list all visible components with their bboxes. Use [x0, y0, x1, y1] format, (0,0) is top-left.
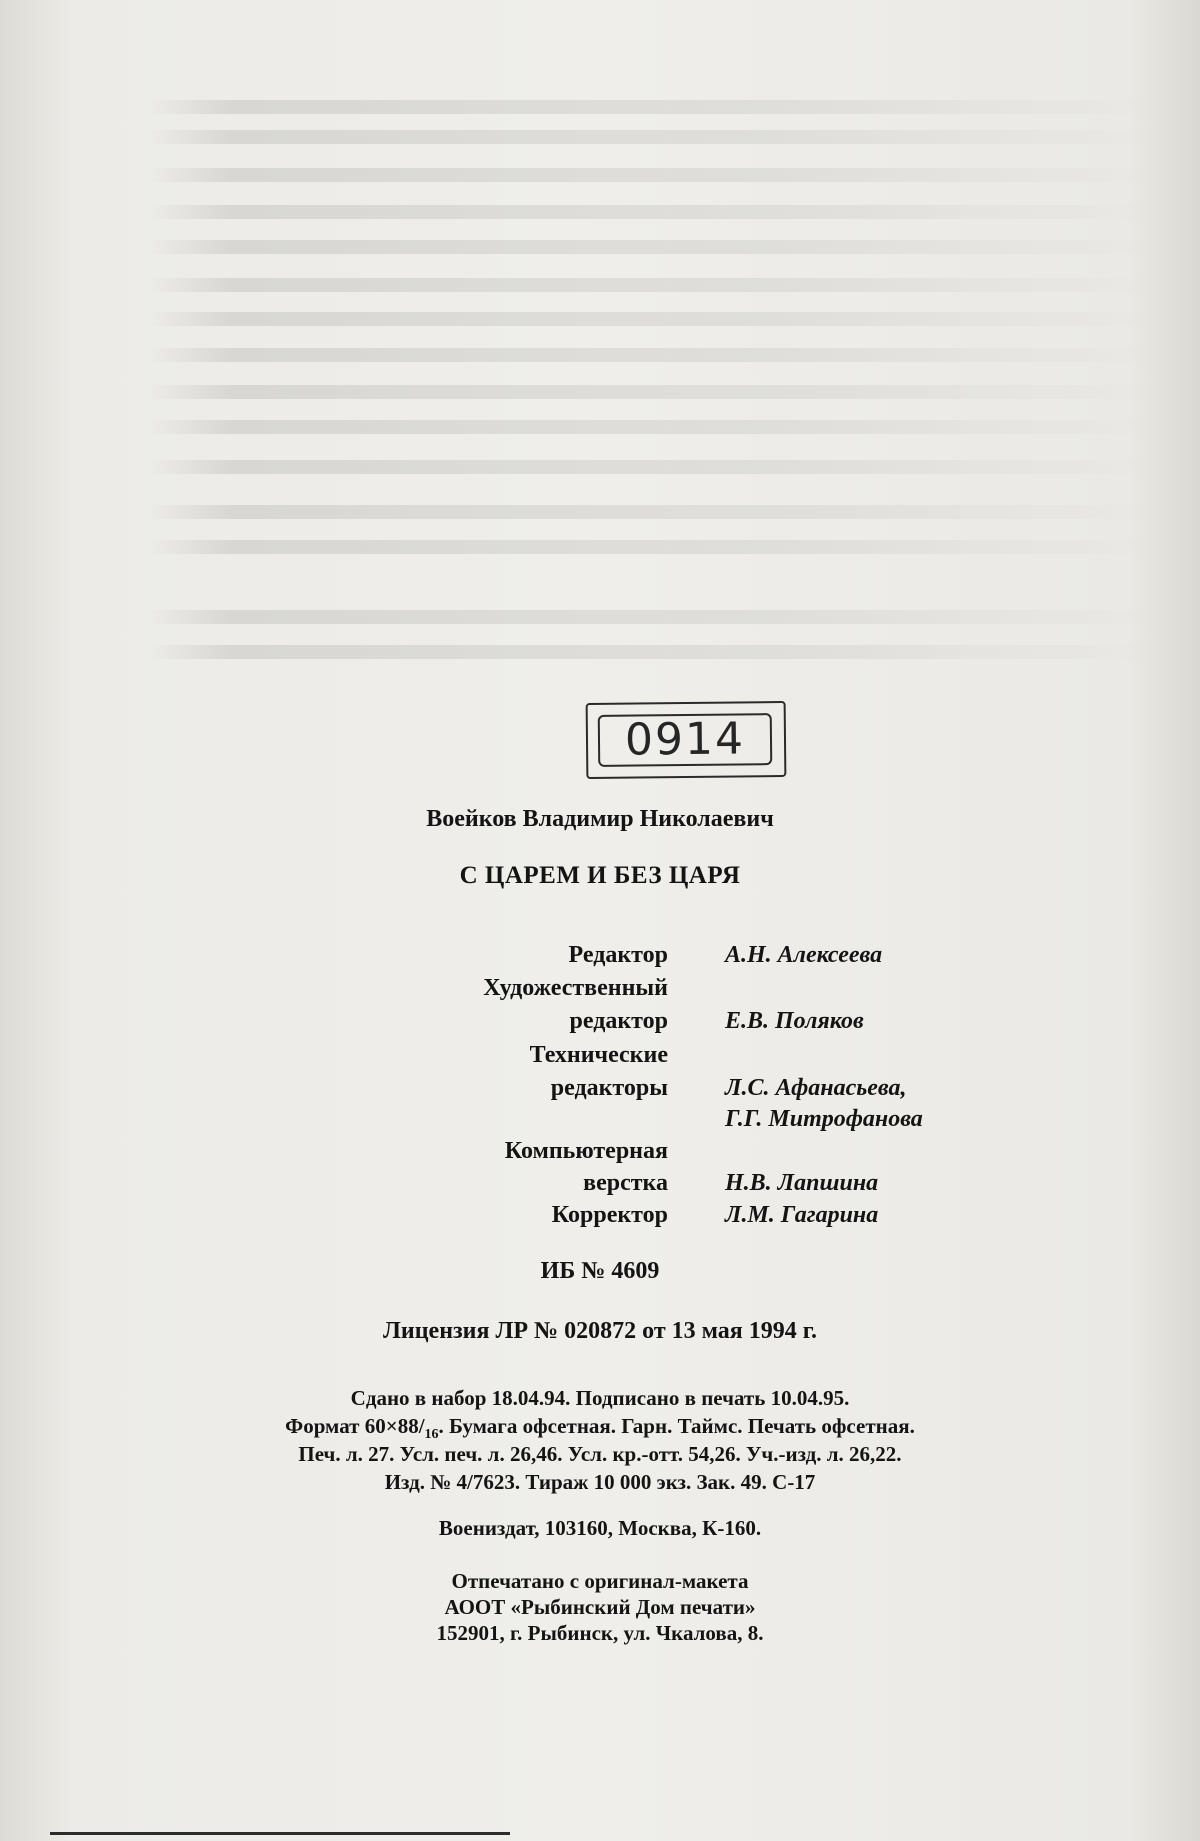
show-through-text — [150, 312, 1160, 326]
imprint-line-4: Изд. № 4/7623. Тираж 10 000 экз. Зак. 49. С-17 — [384, 1470, 816, 1494]
library-stamp — [586, 701, 787, 779]
stamp-number: 0914 — [598, 713, 773, 767]
printer-line-2: АООТ «Рыбинский Дом печати» — [444, 1595, 756, 1619]
ib-number: ИБ № 4609 — [540, 1258, 660, 1284]
proofreader-name: Л.М. Гагарина — [725, 1202, 879, 1228]
publisher: Воениздат, 103160, Москва, К-160. — [438, 1516, 762, 1540]
layout-role-line2: верстка — [583, 1170, 668, 1196]
show-through-text — [150, 540, 1160, 554]
show-through-text — [150, 278, 1160, 292]
layout-name: Н.В. Лапшина — [725, 1170, 879, 1196]
editor-name: А.Н. Алексеева — [725, 942, 883, 968]
tech-editor-name-2: Г.Г. Митрофанова — [725, 1106, 923, 1132]
imprint-format-subscript: 16 — [424, 1427, 439, 1442]
imprint-paper: . Бумага офсетная. Гарн. Таймс. Печать офсетная. — [438, 1414, 915, 1438]
show-through-text — [150, 168, 1160, 182]
author-name: Воейков Владимир Николаевич — [426, 806, 774, 832]
art-editor-role-line2: редактор — [569, 1008, 668, 1034]
show-through-text — [150, 460, 1160, 474]
tech-editors-role-line2: редакторы — [550, 1075, 668, 1101]
show-through-text — [150, 240, 1160, 254]
tech-editors-role-line1: Технические — [529, 1042, 668, 1068]
show-through-text — [150, 205, 1160, 219]
show-through-text — [150, 385, 1160, 399]
license: Лицензия ЛР № 020872 от 13 мая 1994 г. — [383, 1318, 817, 1344]
editor-role: Редактор — [568, 942, 668, 968]
printer-line-3: 152901, г. Рыбинск, ул. Чкалова, 8. — [436, 1621, 764, 1645]
art-editor-role-line1: Художественный — [483, 975, 668, 1001]
show-through-text — [150, 610, 1160, 624]
show-through-text — [150, 505, 1160, 519]
printer-line-1: Отпечатано с оригинал-макета — [451, 1569, 749, 1593]
show-through-text — [150, 100, 1160, 114]
book-title: С ЦАРЕМ И БЕЗ ЦАРЯ — [459, 862, 741, 889]
art-editor-name: Е.В. Поляков — [725, 1008, 864, 1034]
proofreader-role: Корректор — [551, 1202, 668, 1228]
show-through-text — [150, 130, 1160, 144]
show-through-text — [150, 645, 1160, 659]
tech-editor-name-1: Л.С. Афанасьева, — [725, 1075, 907, 1101]
show-through-text — [150, 420, 1160, 434]
imprint-line-3: Печ. л. 27. Усл. печ. л. 26,46. Усл. кр.-отт. 54,26. Уч.-изд. л. 26,22. — [298, 1442, 902, 1466]
layout-role-line1: Компьютерная — [504, 1138, 668, 1164]
imprint-format: Формат 60×88/ — [285, 1414, 425, 1438]
bottom-edge-rule — [50, 1832, 510, 1835]
show-through-text — [150, 348, 1160, 362]
imprint-line-1: Сдано в набор 18.04.94. Подписано в печать 10.04.95. — [350, 1386, 850, 1410]
